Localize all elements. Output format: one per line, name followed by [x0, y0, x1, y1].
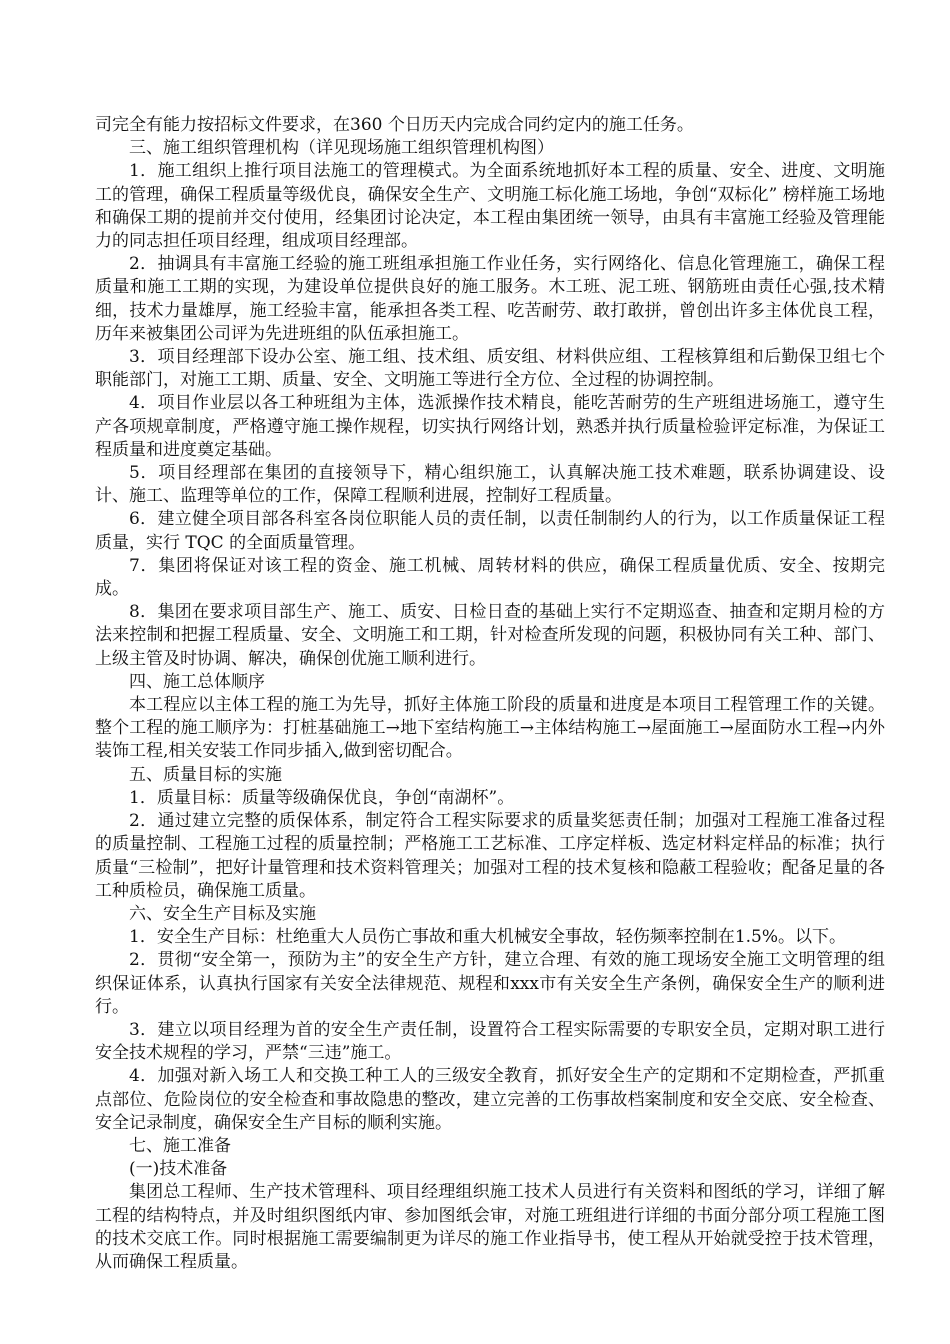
section-heading: 四、施工总体顺序	[129, 671, 265, 692]
paragraph: 本工程应以主体工程的施工为先导，抓好主体施工阶段的质量和进度是本项目工程管理工作的关键。整个工程的施工顺序为：打桩基础施工→地下室结构施工→主体结构施工→屋面施工→屋面防水工程→内外装饰工程,相关安装工作同步插入,做到密切配合。	[95, 695, 886, 762]
paragraph: 2．抽调具有丰富施工经验的施工班组承担施工作业任务，实行网络化、信息化管理施工，确保工程质量和施工工期的实现，为建设单位提供良好的施工服务。木工班、泥工班、钢筋班由责任心强,技术精细，技术力量雄厚，施工经验丰富，能承担各类工程、吃苦耐劳、敢打敢拼，曾创出许多主体优良工程，历年来被集团公司评为先进班组的队伍承担施工。	[95, 254, 885, 344]
section-heading: 六、安全生产目标及实施	[129, 903, 316, 924]
paragraph: 4．加强对新入场工人和交换工种工人的三级安全教育，抓好安全生产的定期和不定期检查，严抓重点部位、危险岗位的安全检查和事故隐患的整改，建立完善的工伤事故档案制度和安全交底、安全检查、安全记录制度，确保安全生产目标的顺利实施。	[95, 1066, 885, 1133]
paragraph: 6．建立健全项目部各科室各岗位职能人员的责任制，以责任制制约人的行为，以工作质量保证工程质量，实行 TQC 的全面质量管理。	[95, 509, 885, 553]
paragraph: 集团总工程师、生产技术管理科、项目经理组织施工技术人员进行有关资料和图纸的学习，详细了解工程的结构特点，并及时组织图纸内审、参加图纸会审，对施工班组进行详细的书面分部分项工程施工图的技术交底工作。同时根据施工需要编制更为详尽的施工作业指导书，使工程从开始就受控于技术管理，从而确保工程质量。	[95, 1182, 885, 1272]
paragraph: 3．项目经理部下设办公室、施工组、技术组、质安组、材料供应组、工程核算组和后勤保卫组七个职能部门，对施工工期、质量、安全、文明施工等进行全方位、全过程的协调控制。	[95, 347, 885, 391]
paragraph: 4．项目作业层以各工种班组为主体，选派操作技术精良，能吃苦耐劳的生产班组进场施工，遵守生产各项规章制度，严格遵守施工操作规程，切实执行网络计划，熟悉并执行质量检验评定标准，为保证工程质量和进度奠定基础。	[95, 393, 885, 460]
paragraph: 1．质量目标：质量等级确保优良，争创“南湖杯”。	[129, 787, 515, 808]
subsection-heading: (一)技术准备	[129, 1159, 228, 1180]
paragraph: 1．安全生产目标：杜绝重大人员伤亡事故和重大机械安全事故，轻伤频率控制在1.5%。以下。	[129, 927, 847, 948]
paragraph: 8．集团在要求项目部生产、施工、质安、日检日查的基础上实行不定期巡查、抽查和定期月检的方法来控制和把握工程质量、安全、文明施工和工期，针对检查所发现的问题，积极协同有关工种、部门、上级主管及时协调、解决，确保创优施工顺利进行。	[95, 602, 885, 669]
section-heading: 三、施工组织管理机构（详见现场施工组织管理机构图）	[129, 138, 554, 159]
paragraph: 1．施工组织上推行项目法施工的管理模式。为全面系统地抓好本工程的质量、安全、进度、文明施工的管理，确保工程质量等级优良，确保安全生产、文明施工标化施工场地，争创“双标化” 榜样施工场地和确保工期的提前并交付使用，经集团讨论决定，本工程由集团统一领导，由具有丰富施工经验及管理能力的同志担任项目经理，组成项目经理部。	[95, 161, 885, 252]
paragraph: 2．贯彻“安全第一，预防为主”的安全生产方针，建立合理、有效的施工现场安全施工文明管理的组织保证体系，认真执行国家有关安全法律规范、规程和xxx市有关安全生产条例，确保安全生产的顺利进行。	[95, 950, 885, 1017]
paragraph: 5．项目经理部在集团的直接领导下，精心组织施工，认真解决施工技术难题，联系协调建设、设计、施工、监理等单位的工作，保障工程顺利进展，控制好工程质量。	[95, 463, 885, 507]
paragraph: 司完全有能力按招标文件要求，在360 个日历天内完成合同约定内的施工任务。	[95, 115, 694, 135]
paragraph: 7．集团将保证对该工程的资金、施工机械、周转材料的供应，确保工程质量优质、安全、按期完成。	[95, 555, 885, 600]
section-heading: 五、质量目标的实施	[129, 764, 282, 785]
paragraph: 3．建立以项目经理为首的安全生产责任制，设置符合工程实际需要的专职安全员，定期对职工进行安全技术规程的学习，严禁“三违”施工。	[95, 1019, 885, 1064]
section-heading: 七、施工准备	[129, 1135, 231, 1156]
paragraph: 2．通过建立完整的质保体系，制定符合工程实际要求的质量奖惩责任制；加强对工程施工准备过程的质量控制、工程施工过程的质量控制；严格施工工艺标准、工序定样板、选定材料定样品的标准；执行质量“三检制”，把好计量管理和技术资料管理关；加强对工程的技术复核和隐蔽工程验收；配备足量的各工种质检员，确保施工质量。	[95, 811, 885, 901]
document-page	[95, 114, 885, 1274]
